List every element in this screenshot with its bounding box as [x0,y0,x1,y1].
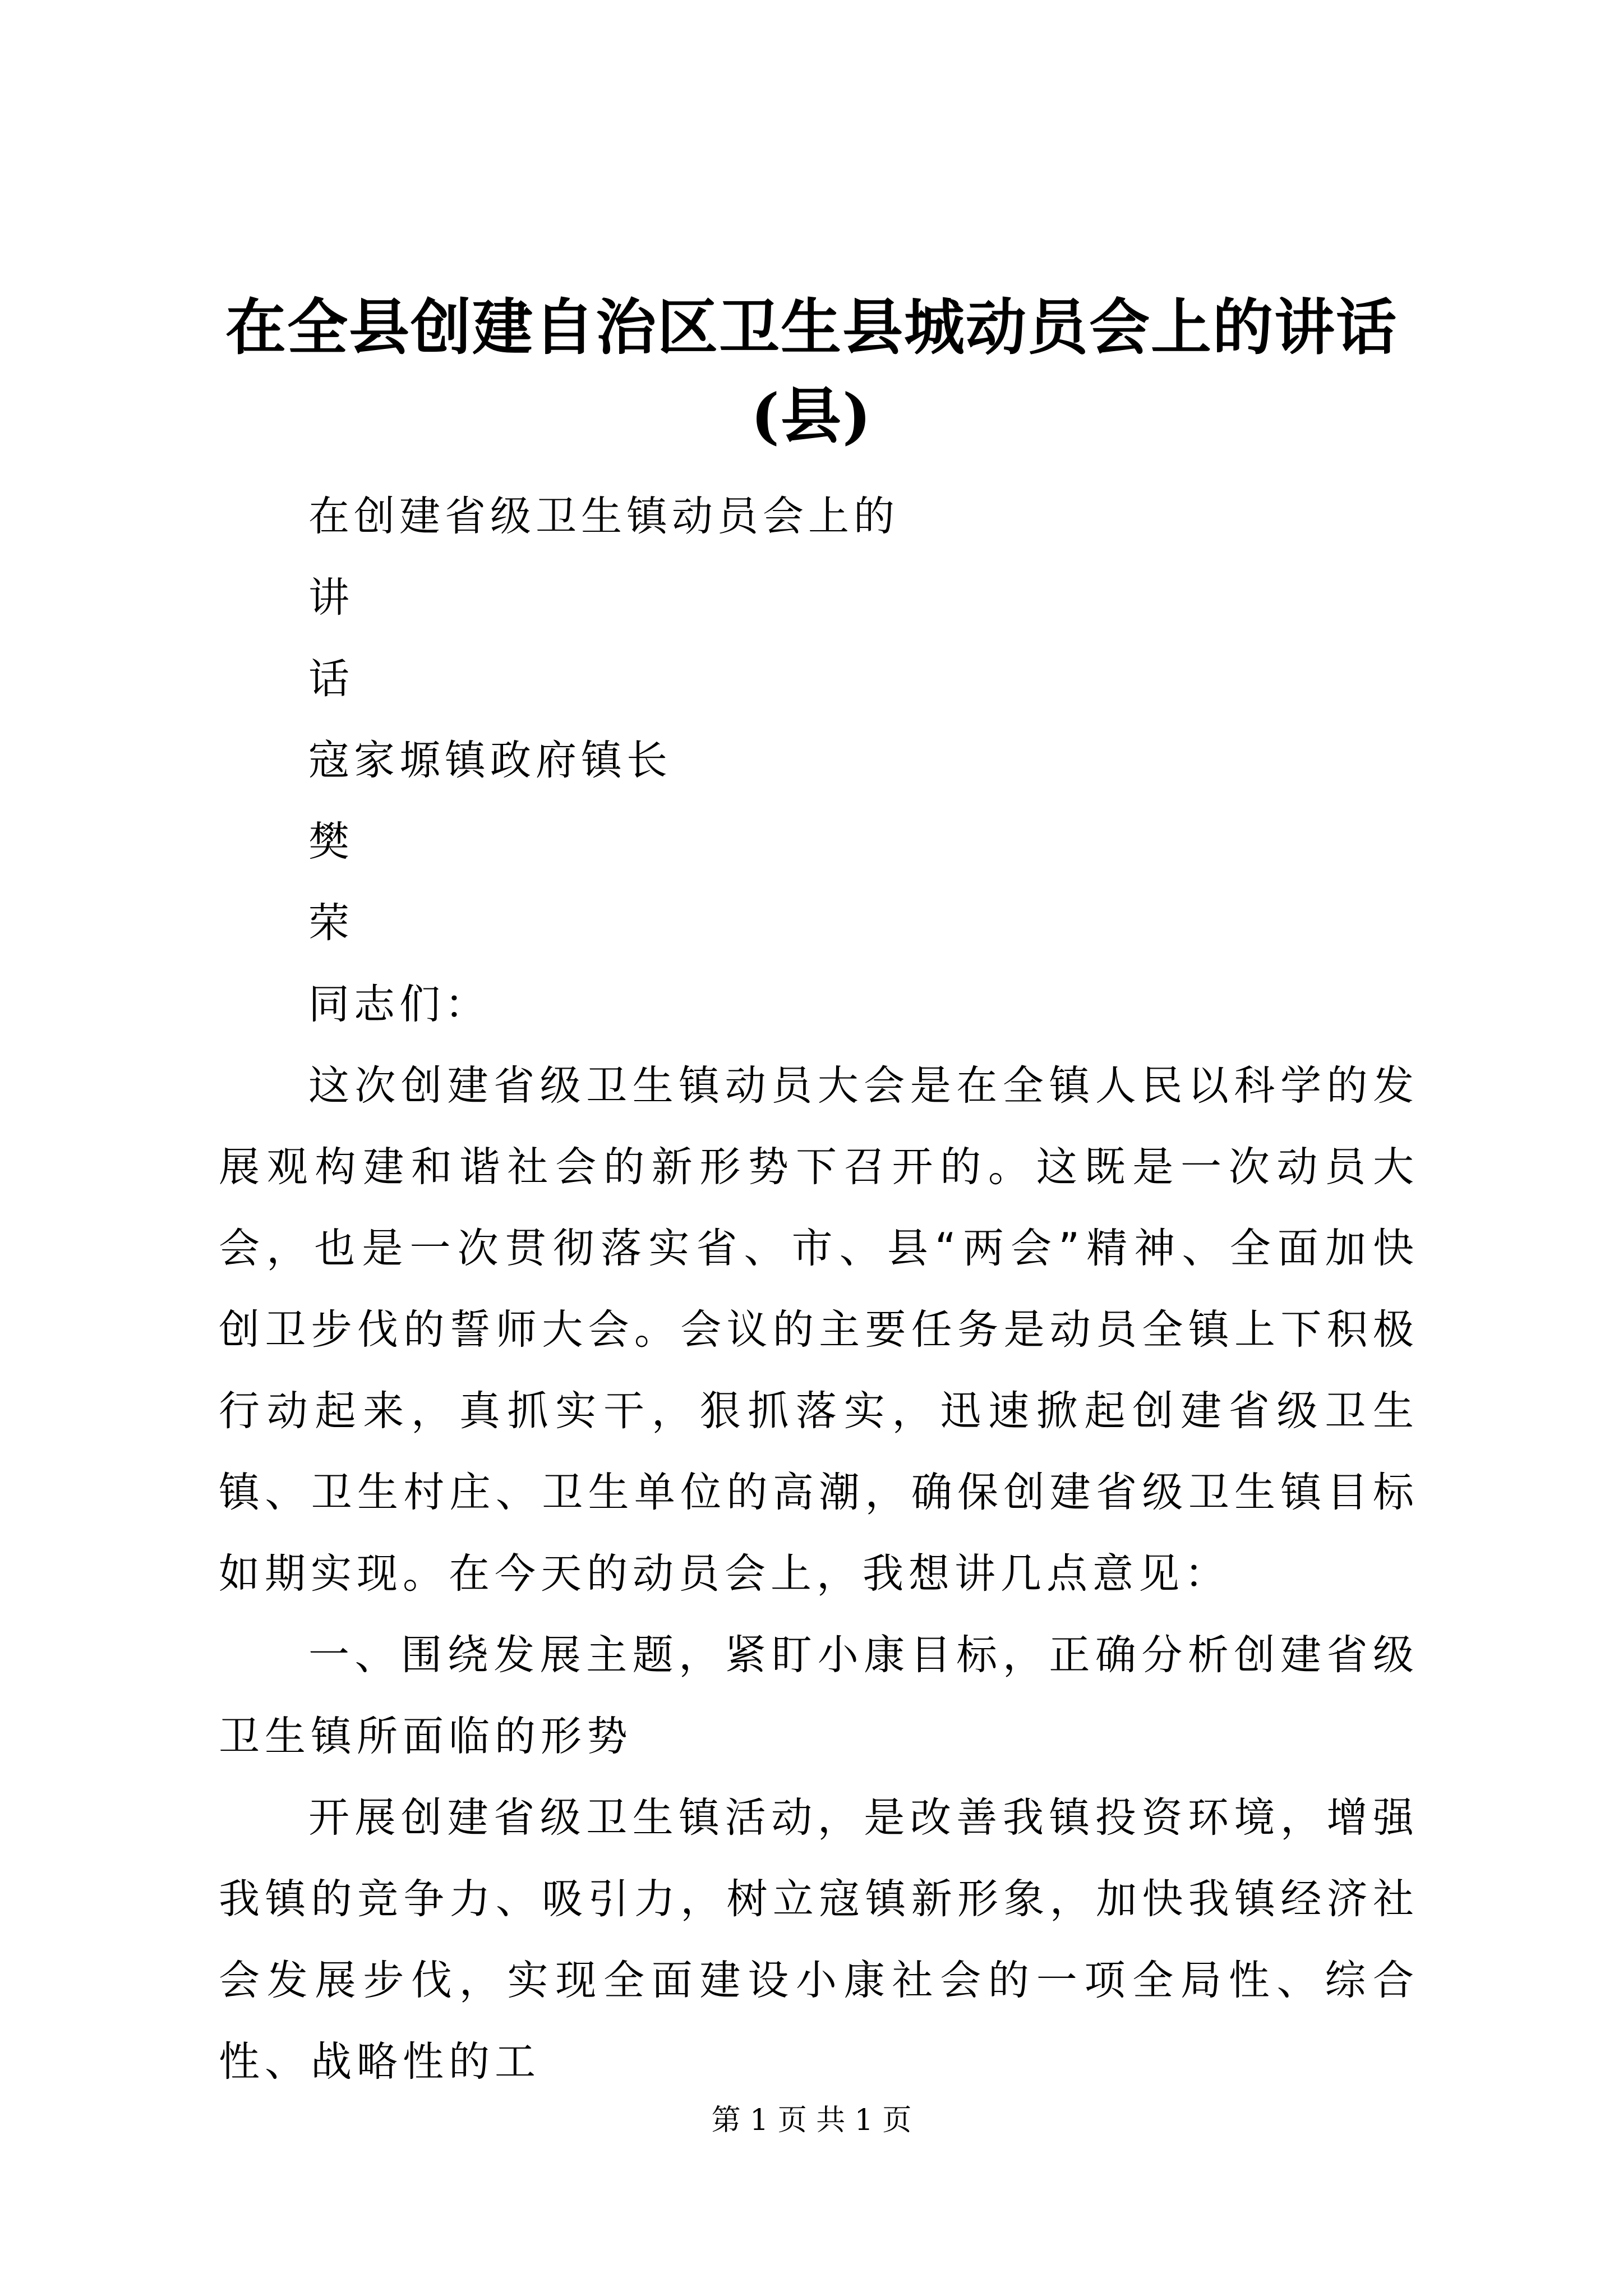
document-title-line-1: 在全县创建自治区卫生县城动员会上的讲话 [225,292,1398,363]
subtitle-line: 话 [308,655,354,703]
salutation: 同志们： [308,981,490,1028]
page-footer: 第 1 页 共 1 页 [711,2104,912,2137]
subtitle-line: 讲 [308,574,354,622]
subtitle-line: 樊 [308,818,354,866]
subtitle-line: 寇家塬镇政府镇长 [308,737,672,784]
body-paragraph: 这次创建省级卫生镇动员大会是在全镇人民以科学的发展观构建和谐社会的新形势下召开的。这既是一次动员大会，也是一次贯彻落实省、市、县“两会”精神、全面加快创卫步伐的誓师大会。会议的主要任务是动员全镇上下积极行动起来，真抓实干，狠抓落实，迅速掀起创建省级卫生镇、卫生村庄、卫生单位的高潮，确保创建省级卫生镇目标如期实现。在今天的动员会上，我想讲几点意见： [219,1062,1419,1598]
subtitle-line: 在创建省级卫生镇动员会上的 [308,493,899,540]
section-heading: 一、围绕发展主题，紧盯小康目标，正确分析创建省级卫生镇所面临的形势 [219,1631,1419,1760]
body-paragraph: 开展创建省级卫生镇活动，是改善我镇投资环境，增强我镇的竞争力、吸引力，树立寇镇新形象，加快我镇经济社会发展步伐，实现全面建设小康社会的一项全局性、综合性、战略性的工 [219,1794,1419,2086]
document-title [219,283,1404,461]
subtitle-line: 荣 [308,899,354,947]
document-title-line-2: (县) [750,381,873,452]
